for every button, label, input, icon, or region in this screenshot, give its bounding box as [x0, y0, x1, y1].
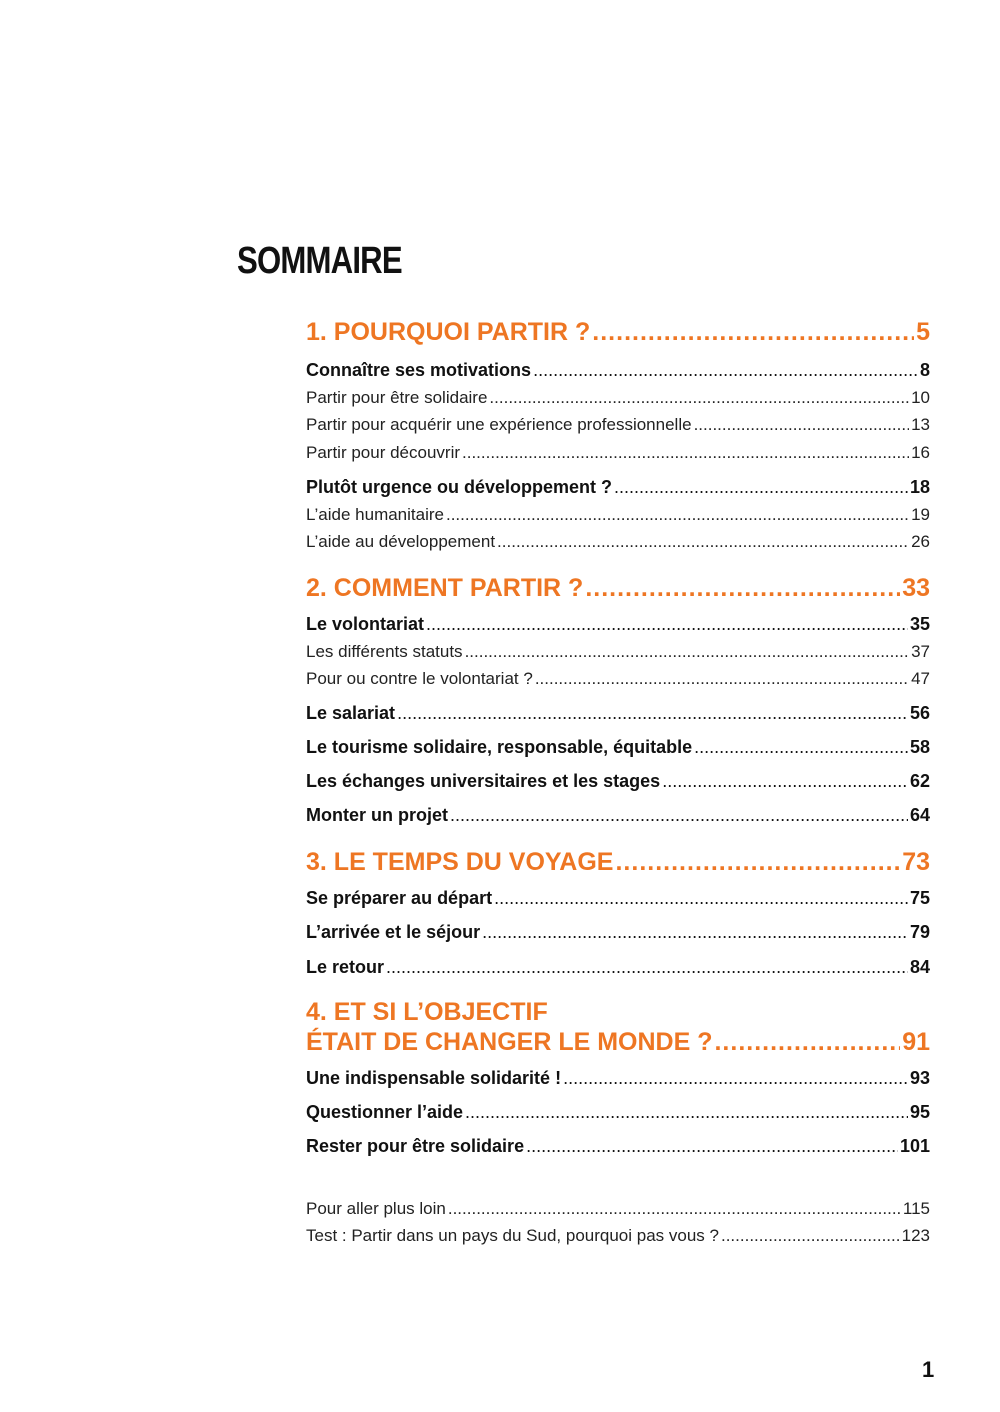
toc-page-number: 79 — [909, 922, 930, 942]
toc-chapter-label: 2. COMMENT PARTIR ? — [306, 574, 584, 602]
toc-page-number: 8 — [919, 360, 930, 380]
toc-item-label: Partir pour être solidaire — [306, 388, 488, 407]
leader-dots — [585, 574, 900, 603]
toc-item-label: Pour aller plus loin — [306, 1199, 446, 1218]
leader-dots — [465, 642, 910, 662]
toc-page-number: 16 — [911, 443, 930, 462]
leader-dots — [386, 957, 908, 978]
toc-section-label: Monter un projet — [306, 805, 448, 825]
toc-section[interactable] — [306, 888, 930, 909]
toc-appendix-item[interactable] — [306, 1226, 930, 1246]
toc-section[interactable] — [306, 771, 930, 792]
toc-item-label: Partir pour acquérir une expérience professionnelle — [306, 415, 692, 434]
toc-page-number: 73 — [902, 848, 930, 876]
toc-chapter-label: ÉTAIT DE CHANGER LE MONDE ? — [306, 1028, 713, 1056]
toc-chapter-3[interactable] — [306, 848, 930, 877]
toc-page-number: 58 — [909, 737, 930, 757]
leader-dots — [592, 318, 914, 347]
toc-page-number: 115 — [902, 1199, 930, 1218]
toc-item-label: L’aide humanitaire — [306, 505, 444, 524]
toc-item[interactable] — [306, 669, 930, 689]
toc-section[interactable] — [306, 737, 930, 758]
toc-section-label: L’arrivée et le séjour — [306, 922, 481, 942]
toc-page-number: 95 — [909, 1102, 930, 1122]
toc-page-number: 33 — [902, 574, 930, 602]
toc-item[interactable] — [306, 415, 930, 435]
leader-dots — [450, 805, 908, 826]
toc-section-label: Rester pour être solidaire — [306, 1136, 525, 1156]
toc-page-number: 18 — [909, 477, 930, 497]
leader-dots — [694, 737, 908, 758]
toc-section[interactable] — [306, 1102, 930, 1123]
toc-section-label: Connaître ses motivations — [306, 360, 532, 380]
leader-dots — [526, 1136, 898, 1157]
toc-page-number: 19 — [911, 505, 930, 524]
leader-dots — [448, 1199, 901, 1219]
leader-dots — [497, 532, 909, 552]
toc-item-label: Les différents statuts — [306, 642, 463, 661]
toc-item[interactable] — [306, 443, 930, 463]
toc-item[interactable] — [306, 532, 930, 552]
toc-page-number: 5 — [916, 318, 930, 346]
toc-section[interactable] — [306, 957, 930, 978]
toc-section[interactable] — [306, 1136, 930, 1157]
toc-item-label: Test : Partir dans un pays du Sud, pourquoi pas vous ? — [306, 1226, 719, 1245]
toc-chapter-label: 3. LE TEMPS DU VOYAGE — [306, 848, 614, 876]
leader-dots — [462, 443, 909, 463]
leader-dots — [614, 477, 908, 498]
toc-section[interactable] — [306, 477, 930, 498]
toc-page-number: 93 — [909, 1068, 930, 1088]
toc-item[interactable] — [306, 388, 930, 408]
toc-item[interactable] — [306, 505, 930, 525]
leader-dots — [694, 415, 910, 435]
toc-page-number: 101 — [899, 1136, 930, 1156]
toc-appendix-item[interactable] — [306, 1199, 930, 1219]
toc-item-label: L’aide au développement — [306, 532, 496, 551]
leader-dots — [563, 1068, 908, 1089]
leader-dots — [465, 1102, 908, 1123]
leader-dots — [714, 1028, 900, 1057]
toc-section[interactable] — [306, 805, 930, 826]
toc-chapter-label: 1. POURQUOI PARTIR ? — [306, 318, 591, 346]
toc-item-label: Pour ou contre le volontariat ? — [306, 669, 533, 688]
toc-page-number: 37 — [911, 642, 930, 661]
toc-chapter-4-line1[interactable]: 4. ET SI L’OBJECTIF — [306, 998, 548, 1026]
toc-page-number: 26 — [911, 532, 930, 551]
toc-page-number: 47 — [911, 669, 930, 688]
toc-section[interactable] — [306, 614, 930, 635]
toc-section[interactable] — [306, 1068, 930, 1089]
toc-section-label: Questionner l’aide — [306, 1102, 464, 1122]
toc-section-label: Le retour — [306, 957, 385, 977]
toc-section[interactable] — [306, 922, 930, 943]
leader-dots — [397, 703, 908, 724]
toc-section-label: Le volontariat — [306, 614, 425, 634]
leader-dots — [446, 505, 909, 525]
toc-section-label: Les échanges universitaires et les stages — [306, 771, 661, 791]
toc-page-number: 75 — [909, 888, 930, 908]
toc-page-number: 84 — [909, 957, 930, 977]
leader-dots — [615, 848, 900, 877]
leader-dots — [489, 388, 909, 408]
leader-dots — [535, 669, 909, 689]
toc-page-number: 91 — [902, 1028, 930, 1056]
toc-chapter-2[interactable] — [306, 574, 930, 603]
leader-dots — [533, 360, 918, 381]
toc-section[interactable] — [306, 360, 930, 381]
leader-dots — [494, 888, 908, 909]
toc-chapter-4[interactable] — [306, 1028, 930, 1057]
toc-section-label: Le tourisme solidaire, responsable, équitable — [306, 737, 693, 757]
toc-page-number: 123 — [901, 1226, 930, 1245]
leader-dots — [662, 771, 908, 792]
toc-page-number: 10 — [911, 388, 930, 407]
toc-page-number: 62 — [909, 771, 930, 791]
toc-section[interactable] — [306, 703, 930, 724]
leader-dots — [426, 614, 908, 635]
toc-item-label: Partir pour découvrir — [306, 443, 461, 462]
leader-dots — [721, 1226, 900, 1246]
leader-dots — [482, 922, 908, 943]
toc-item[interactable] — [306, 642, 930, 662]
toc-section-label: Plutôt urgence ou développement ? — [306, 477, 613, 497]
toc-page-number: 13 — [911, 415, 930, 434]
toc-page-number: 56 — [909, 703, 930, 723]
toc-page-number: 64 — [909, 805, 930, 825]
toc-page-number: 35 — [909, 614, 930, 634]
toc-section-label: Se préparer au départ — [306, 888, 493, 908]
toc-section-label: Le salariat — [306, 703, 396, 723]
page-title: SOMMAIRE — [237, 240, 402, 282]
page-number: 1 — [922, 1357, 935, 1382]
toc-section-label: Une indispensable solidarité ! — [306, 1068, 562, 1088]
toc-chapter-1[interactable] — [306, 318, 930, 347]
